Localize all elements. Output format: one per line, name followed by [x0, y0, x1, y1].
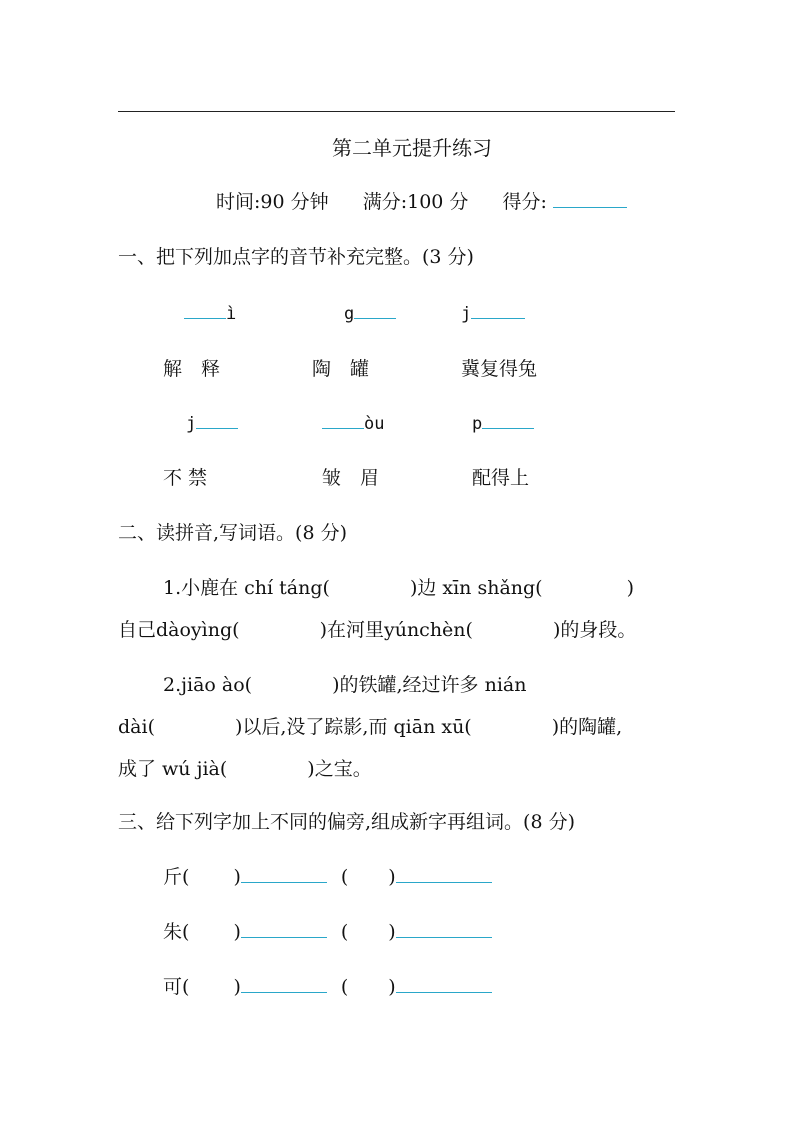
pinyin-blank-3[interactable]: j [461, 306, 525, 323]
word-3: 冀复得兔 [461, 358, 538, 380]
header-rule [118, 111, 675, 112]
full-score: 满分:100 分 [362, 191, 469, 213]
q1-line-1: 1.小鹿在 chí táng( )边 xīn shǎng( ) [163, 577, 635, 599]
word-blank[interactable] [396, 881, 492, 883]
pinyin-blank-5[interactable]: òu [322, 416, 384, 433]
radical-row-2: 朱( ) ( ) [163, 923, 492, 942]
pinyin-blank-4[interactable]: j [186, 416, 238, 433]
section-2-heading: 二、读拼音,写词语。(8 分) [118, 522, 347, 544]
word-blank[interactable] [241, 881, 327, 883]
time-limit: 时间:90 分钟 [216, 191, 329, 213]
word-2: 陶 罐 [312, 358, 370, 380]
word-4: 不 禁 [163, 467, 208, 489]
word-blank[interactable] [396, 991, 492, 993]
pinyin-blank-2[interactable]: g [344, 306, 396, 323]
q2-line-2: dài( )以后,没了踪影,而 qiān xū( )的陶罐, [118, 716, 623, 738]
section-3-heading: 三、给下列字加上不同的偏旁,组成新字再组词。(8 分) [118, 811, 575, 833]
page-title: 第二单元提升练习 [332, 136, 492, 160]
score-label: 得分: [502, 191, 547, 213]
score-blank[interactable] [553, 206, 627, 208]
word-5: 皱 眉 [322, 467, 380, 489]
section-1-heading: 一、把下列加点字的音节补充完整。(3 分) [118, 246, 474, 268]
pinyin-blank-1[interactable]: ì [184, 306, 236, 323]
radical-row-1: 斤( ) ( ) [163, 868, 492, 887]
q2-line-3: 成了 wú jià( )之宝。 [118, 758, 372, 780]
radical-row-3: 可( ) ( ) [163, 978, 492, 997]
exam-info [216, 193, 627, 212]
word-blank[interactable] [241, 936, 327, 938]
pinyin-blank-6[interactable]: p [472, 416, 534, 433]
q1-line-2: 自己dàoyìng( )在河里yúnchèn( )的身段。 [118, 619, 637, 641]
word-6: 配得上 [472, 467, 530, 489]
word-blank[interactable] [241, 991, 327, 993]
q2-line-1: 2.jiāo ào( )的铁罐,经过许多 nián [163, 674, 527, 696]
word-blank[interactable] [396, 936, 492, 938]
word-1: 解 释 [163, 358, 221, 380]
